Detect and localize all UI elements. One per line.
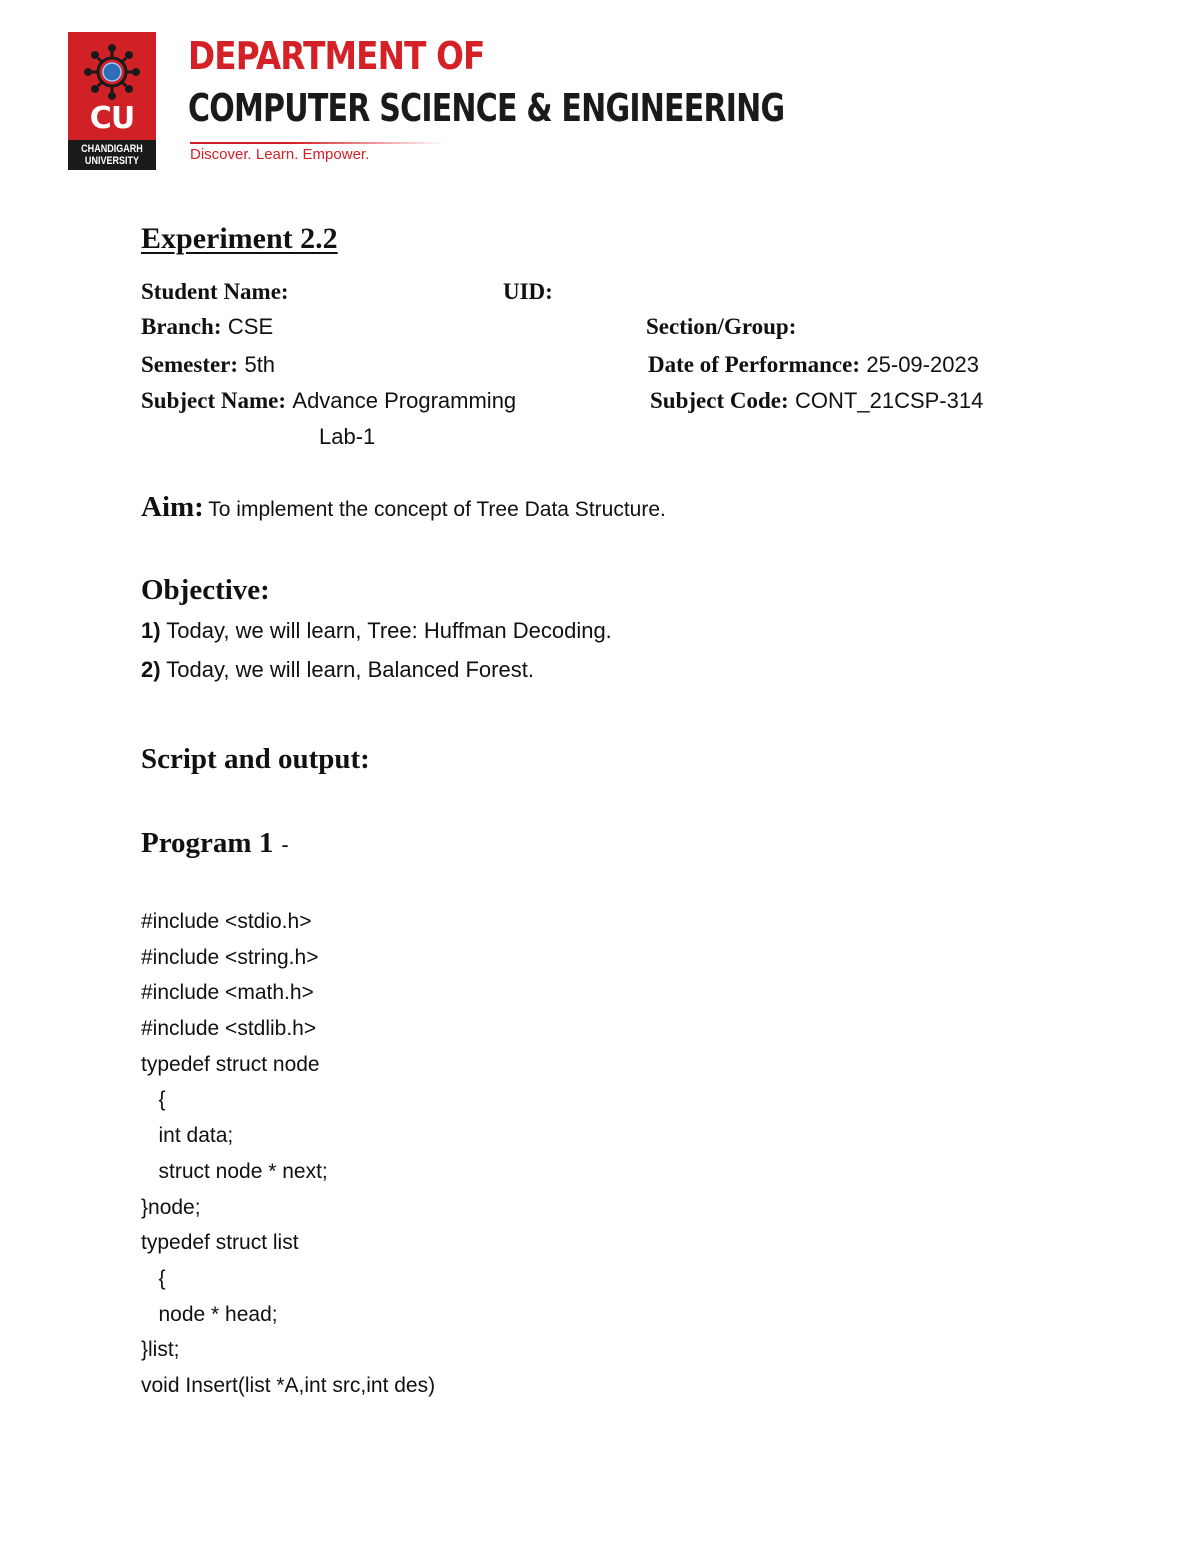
code-line: { bbox=[141, 1088, 166, 1112]
objective-item-number: 1) bbox=[141, 618, 161, 643]
section-row bbox=[646, 310, 796, 343]
aim-row bbox=[141, 488, 666, 531]
logo-abbrev: CU bbox=[89, 101, 135, 136]
objective-item-text: Today, we will learn, Tree: Huffman Decoding. bbox=[166, 618, 612, 643]
script-output-heading: Script and output: bbox=[141, 743, 370, 775]
tagline-rule bbox=[190, 142, 446, 144]
tagline: Discover. Learn. Empower. bbox=[190, 146, 370, 163]
code-line: #include <math.h> bbox=[141, 981, 314, 1005]
semester-row bbox=[141, 348, 275, 381]
subject-name-label: Subject Name: bbox=[141, 388, 286, 413]
code-line: void Insert(list *A,int src,int des) bbox=[141, 1373, 436, 1397]
subject-code-row bbox=[650, 384, 983, 417]
program-heading-row bbox=[141, 825, 289, 863]
date-value: 25-09-2023 bbox=[866, 352, 979, 377]
code-line: typedef struct list bbox=[141, 1231, 299, 1255]
student-name-label: Student Name: bbox=[141, 279, 289, 304]
code-line: }list; bbox=[141, 1338, 180, 1362]
objective-item-text: Today, we will learn, Balanced Forest. bbox=[166, 657, 534, 682]
university-logo bbox=[68, 32, 156, 170]
uid-label: UID: bbox=[503, 279, 553, 304]
branch-label: Branch: bbox=[141, 314, 222, 339]
program-heading: Program 1 bbox=[141, 827, 274, 859]
code-line: #include <string.h> bbox=[141, 945, 319, 969]
subject-name-value: Advance Programming bbox=[292, 388, 517, 413]
semester-value: 5th bbox=[244, 352, 276, 377]
student-name-row bbox=[141, 275, 289, 308]
code-line: node * head; bbox=[141, 1302, 278, 1326]
code-line: typedef struct node bbox=[141, 1052, 320, 1076]
logo-univ-line1: CHANDIGARH bbox=[81, 143, 143, 155]
date-row bbox=[648, 348, 979, 381]
subject-name-row bbox=[141, 384, 516, 417]
subject-name-row-continued bbox=[319, 420, 375, 453]
code-line: struct node * next; bbox=[141, 1159, 328, 1183]
branch-value: CSE bbox=[227, 314, 274, 339]
code-line: #include <stdlib.h> bbox=[141, 1017, 317, 1041]
aim-text: To implement the concept of Tree Data Structure. bbox=[208, 498, 666, 521]
objective-heading: Objective: bbox=[141, 574, 270, 606]
department-title-line2: COMPUTER SCIENCE & ENGINEERING bbox=[188, 86, 785, 130]
code-listing bbox=[141, 904, 435, 1404]
subject-name-value-line2: Lab-1 bbox=[319, 424, 376, 449]
subject-code-value: CONT_21CSP-314 bbox=[795, 388, 984, 413]
program-heading-dash: - bbox=[281, 832, 289, 857]
date-label: Date of Performance: bbox=[648, 352, 860, 377]
section-label: Section/Group: bbox=[646, 314, 797, 339]
objective-item-number: 2) bbox=[141, 657, 161, 682]
experiment-title: Experiment 2.2 bbox=[141, 222, 338, 255]
department-title-line1: DEPARTMENT OF bbox=[188, 34, 485, 78]
code-line: { bbox=[141, 1266, 166, 1290]
code-line: #include <stdio.h> bbox=[141, 910, 312, 933]
objective-item bbox=[141, 655, 534, 685]
branch-row bbox=[141, 310, 273, 343]
code-line: int data; bbox=[141, 1124, 234, 1148]
aim-label: Aim: bbox=[141, 491, 204, 523]
subject-code-label: Subject Code: bbox=[650, 388, 789, 413]
emblem-icon bbox=[80, 40, 144, 104]
objective-item bbox=[141, 616, 612, 646]
uid-row bbox=[503, 275, 553, 308]
code-line: }node; bbox=[141, 1195, 201, 1219]
logo-univ-line2: UNIVERSITY bbox=[84, 155, 140, 167]
semester-label: Semester: bbox=[141, 352, 239, 377]
